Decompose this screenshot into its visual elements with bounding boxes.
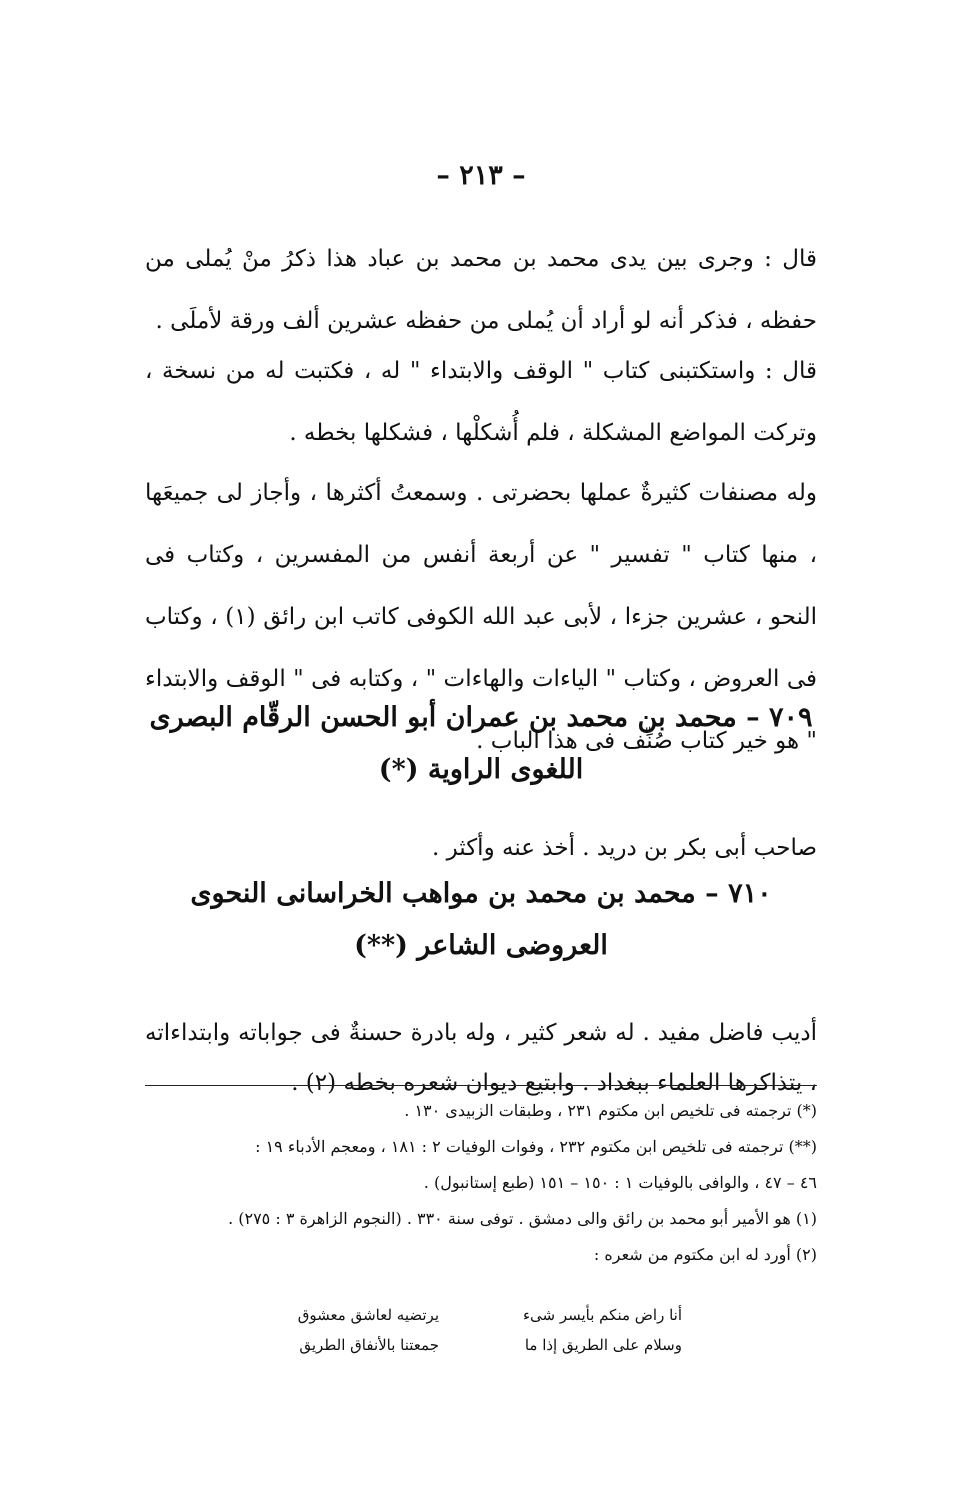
- entry-heading-710-line2: العروضى الشاعر (**): [354, 930, 608, 961]
- verse-2-hemistich-1: وسلام على الطريق إذا ما: [524, 1336, 682, 1354]
- verse-1-hemistich-1: أنا راض منكم بأيسر شىء: [522, 1306, 682, 1324]
- footnote-double-star-continued: ٤٦ – ٤٧ ، والوافى بالوفيات ١ : ١٥٠ – ١٥١ (طبع إستانبول) .: [423, 1173, 817, 1192]
- entry-heading-710-line1: ٧١٠ – محمد بن محمد بن مواهب الخراسانى النحوى: [190, 878, 772, 909]
- paragraph-3: وله مصنفات كثيرةٌ عملها بحضرتى . وسمعتُ أكثرها ، وأجاز لى جميعَها ، منها كتاب " تفسير " عن أربعة أنفس من المفسرين ، وكتاب فى النحو ، عشرين جزءا ، لأبى عبد الله الكوفى كاتب ابن رائق (١) ، وكتاب فى العروض ، وكتاب " الياءات والهاءات " ، وكتابه فى " الوقف والابتداء " هو خير كتاب صُنِّف فى هذا الباب .: [145, 480, 817, 754]
- entry-heading-710: [0, 868, 962, 972]
- entry-body-710: أديب فاضل مفيد . له شعر كثير ، وله بادرة حسنةٌ فى جواباته وابتداءاته ، يتذاكرها العلماء ببغداد . وابتيع ديوان شعره بخطه (٢) .: [145, 1020, 817, 1096]
- verse-1-hemistich-2: يرتضيه لعاشق معشوق: [297, 1306, 439, 1324]
- paragraph-1: قال : وجرى بين يدى محمد بن محمد بن عباد هذا ذكرُ منْ يُملى من حفظه ، فذكر أنه لو أراد أن يُملى من حفظه عشرين ألف ورقة لأملَى .: [145, 246, 817, 334]
- footnote-double-star: (**) ترجمته فى تلخيص ابن مكتوم ٢٣٢ ، وفوات الوفيات ٢ : ١٨١ ، ومعجم الأدباء ١٩ :: [255, 1137, 817, 1156]
- footnotes: [145, 1093, 817, 1273]
- entry-heading-709: [0, 692, 962, 796]
- footnote-1: (١) هو الأمير أبو محمد بن رائق والى دمشق . توفى سنة ٣٣٠ . (النجوم الزاهرة ٣ : ٢٧٥) .: [228, 1209, 817, 1228]
- page-number: – ٢١٣ –: [436, 160, 526, 191]
- footnote-separator: [145, 1085, 817, 1086]
- entry-heading-709-line2: اللغوى الراوية (*): [378, 754, 584, 785]
- entry-body-709: صاحب أبى بكر بن دريد . أخذ عنه وأكثر .: [431, 835, 817, 861]
- paragraph-2: قال : واستكتبنى كتاب " الوقف والابتداء " له ، فكتبت له من نسخة ، وتركت المواضع المشكلة ، فلم أُشكلْها ، فشكلها بخطه .: [145, 358, 817, 446]
- footnote-2: (٢) أورد له ابن مكتوم من شعره :: [593, 1245, 817, 1264]
- entry-heading-709-line1: ٧٠٩ – محمد بن محمد بن عمران أبو الحسن الرقّام البصرى: [149, 702, 813, 733]
- verse-2-hemistich-2: جمعتنا بالأنفاق الطريق: [299, 1336, 439, 1354]
- footnote-star: (*) ترجمته فى تلخيص ابن مكتوم ٢٣١ ، وطبقات الزبيدى ١٣٠ .: [404, 1101, 817, 1120]
